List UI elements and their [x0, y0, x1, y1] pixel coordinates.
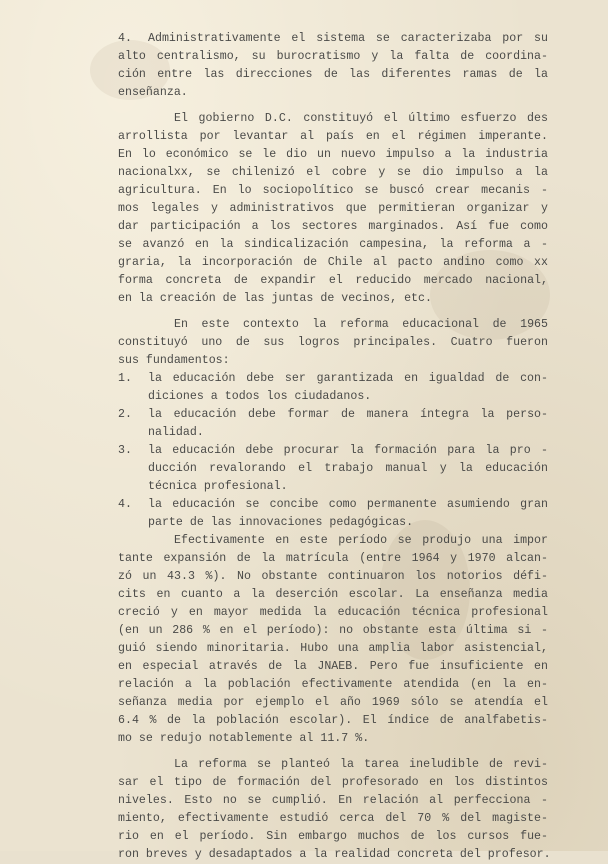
list-item: [118, 406, 548, 424]
text-line: agricultura. En lo sociopolítico se buscó crear mecanis -: [118, 184, 548, 197]
text-line: nalidad.: [148, 426, 204, 439]
typewritten-text: [118, 30, 551, 864]
text-line: En este contexto la reforma educacional de 1965: [174, 318, 548, 331]
text-line: señanza media por ejemplo el año 1969 sólo se atendía el: [118, 696, 548, 709]
text-line: guió siendo minoritaria. Hubo una amplia labor asistencial,: [118, 642, 548, 655]
item-number: 1.: [118, 372, 132, 385]
text-line: parte de las innovaciones pedagógicas.: [148, 516, 414, 529]
item-number: 4.: [118, 498, 132, 511]
text-line: tante expansión de la matrícula (entre 1964 y 1970 alcan-: [118, 552, 548, 565]
text-line: se avanzó en la sindicalización campesina, la reforma a -: [118, 238, 548, 251]
text-line: enseñanza.: [118, 86, 188, 99]
text-line: (en un 286 % en el período): no obstante esta última si -: [118, 624, 548, 637]
text-line: Administrativamente el sistema se caracterizaba por su: [148, 32, 548, 45]
text-line: ción entre las direcciones de las diferentes ramas de la: [118, 68, 548, 81]
text-line: niveles. Esto no se cumplió. En relación al perfecciona -: [118, 794, 548, 807]
text-line: mos legales y administrativos que permitieran organizar y: [118, 202, 548, 215]
text-line: En lo económico se le dio un nuevo impulso a la industria: [118, 148, 548, 161]
text-line: dar participación a los sectores marginados. Así fue como: [118, 220, 548, 233]
text-line: sar el tipo de formación del profesorado en los distintos: [118, 776, 548, 789]
text-line: nacionalxx, se chilenizó el cobre y se dio impulso a la: [118, 166, 548, 179]
text-line: alto centralismo, su burocratismo y la falta de coordina-: [118, 50, 548, 63]
text-line: 6.4 % de la población escolar). El índice de analfabetis-: [118, 714, 548, 727]
text-line: la educación se concibe como permanente asumiendo gran: [148, 498, 548, 511]
text-line: en especial através de la JNAEB. Pero fue insuficiente en: [118, 660, 548, 673]
item-4-continuation: [118, 30, 548, 48]
text-line: relación a la población efectivamente atendida (en la en-: [118, 678, 548, 691]
text-line: la educación debe procurar la formación para la pro -: [148, 444, 548, 457]
text-line: mo se redujo notablemente al 11.7 %.: [118, 732, 370, 745]
text-line: sus fundamentos:: [118, 354, 230, 367]
text-line: ducción revalorando el trabajo manual y la educación: [148, 462, 548, 475]
text-line: arrollista por levantar al país en el régimen imperante.: [118, 130, 548, 143]
text-line: ron breves y desadaptados a la realidad concreta del profesor.: [118, 848, 551, 861]
text-line: diciones a todos los ciudadanos.: [148, 390, 372, 403]
item-number: 2.: [118, 408, 132, 421]
text-line: rio en el período. Sin embargo muchos de los cursos fue-: [118, 830, 548, 843]
list-item: [118, 370, 548, 388]
text-line: miento, efectivamente estudió cerca del 70 % del magiste-: [118, 812, 548, 825]
item-number: 4.: [118, 32, 132, 45]
text-line: la educación debe ser garantizada en igualdad de con-: [148, 372, 548, 385]
text-line: la educación debe formar de manera íntegra la perso-: [148, 408, 548, 421]
text-line: constituyó uno de sus logros principales. Cuatro fueron: [118, 336, 548, 349]
text-line: cits en cuanto a la deserción escolar. La enseñanza media: [118, 588, 548, 601]
text-line: en la creación de las juntas de vecinos, etc.: [118, 292, 432, 305]
list-item: [118, 442, 548, 460]
text-line: zó un 43.3 %). No obstante continuaron los notorios défi-: [118, 570, 548, 583]
text-line: técnica profesional.: [148, 480, 288, 493]
text-line: graria, la incorporación de Chile al pacto andino como xx: [118, 256, 548, 269]
text-line: El gobierno D.C. constituyó el último esfuerzo des: [174, 112, 548, 125]
text-line: La reforma se planteó la tarea ineludible de revi-: [174, 758, 548, 771]
text-line: Efectivamente en este período se produjo una impor: [174, 534, 548, 547]
item-number: 3.: [118, 444, 132, 457]
text-line: creció y en mayor medida la educación técnica profesional: [118, 606, 548, 619]
text-line: forma concreta de expandir el reducido mercado nacional,: [118, 274, 548, 287]
list-item: [118, 496, 548, 514]
